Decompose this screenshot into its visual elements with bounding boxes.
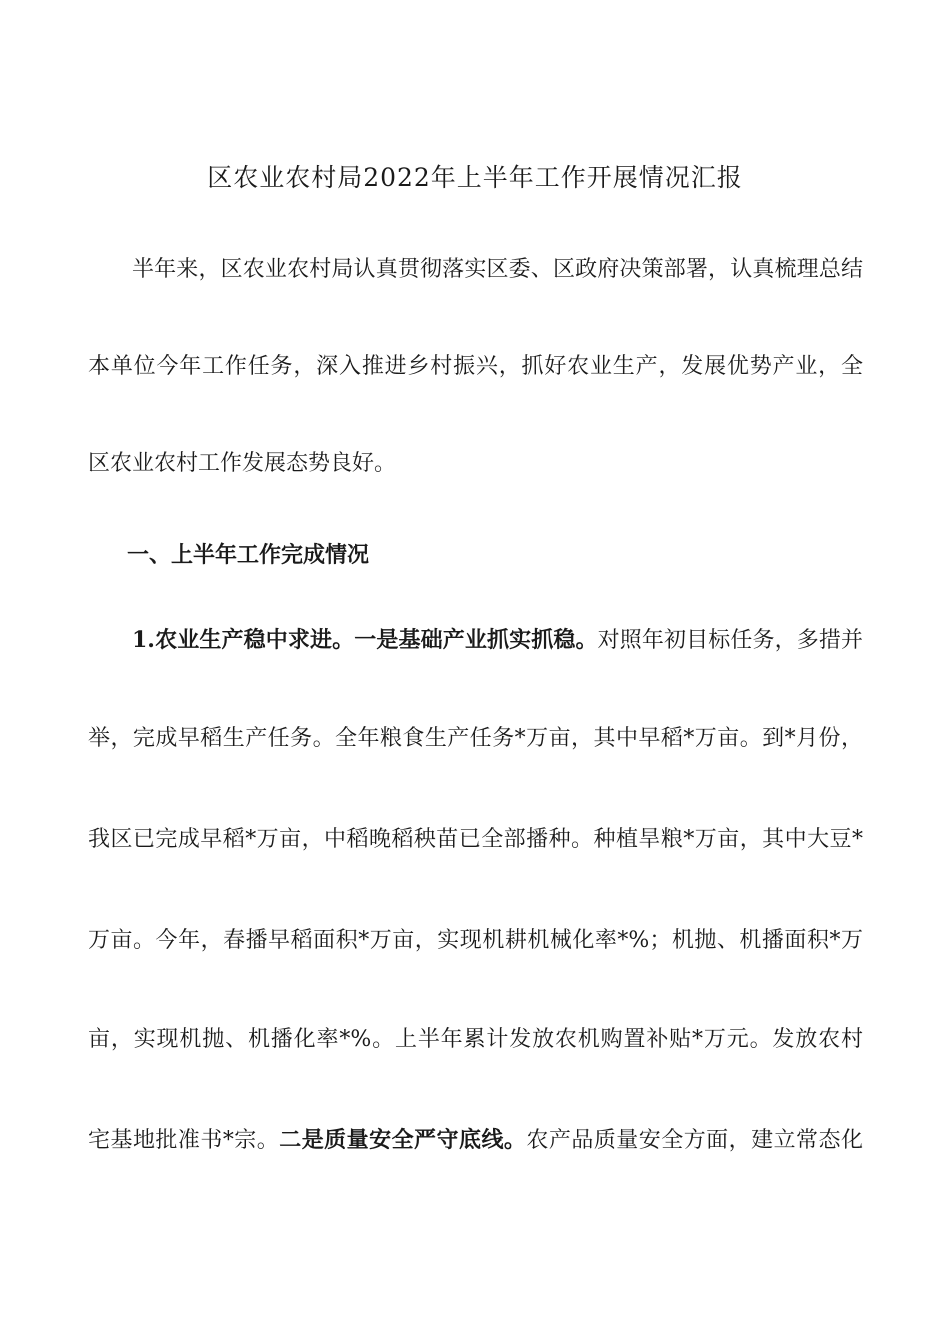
item1-line-1 xyxy=(132,625,863,656)
intro-line-3: 区农业农村工作发展态势良好。 xyxy=(88,451,397,476)
document-title: 区农业农村局2022年上半年工作开展情况汇报 xyxy=(207,163,743,192)
item1-line-6 xyxy=(88,1125,863,1156)
section-heading: 一、上半年工作完成情况 xyxy=(127,542,370,568)
item1-line-2: 举，完成早稻生产任务。全年粮食生产任务*万亩，其中早稻*万亩。到*月份， xyxy=(88,726,863,751)
item1-line-4: 万亩。今年，春播早稻面积*万亩，实现机耕机械化率*%；机抛、机播面积*万 xyxy=(88,928,863,953)
item1-last-start: 宅基地批准书*宗。 xyxy=(88,1128,280,1153)
item1-line-5: 亩，实现机抛、机播化率*%。上半年累计发放农机购置补贴*万元。发放农村 xyxy=(88,1027,863,1052)
item1-last-bold: 二是质量安全严守底线。 xyxy=(279,1127,527,1153)
item1-last-end: 农产品质量安全方面，建立常态化 xyxy=(526,1128,863,1153)
intro-line-2: 本单位今年工作任务，深入推进乡村振兴，抓好农业生产，发展优势产业，全 xyxy=(88,354,863,379)
item1-lead-rest: 对照年初目标任务，多措并 xyxy=(597,628,863,653)
intro-line-1: 半年来，区农业农村局认真贯彻落实区委、区政府决策部署，认真梳理总结 xyxy=(132,257,863,282)
item1-lead-bold: 1.农业生产稳中求进。一是基础产业抓实抓稳。 xyxy=(132,627,598,653)
item1-line-3: 我区已完成早稻*万亩，中稻晚稻秧苗已全部播种。种植旱粮*万亩，其中大豆* xyxy=(88,827,863,852)
